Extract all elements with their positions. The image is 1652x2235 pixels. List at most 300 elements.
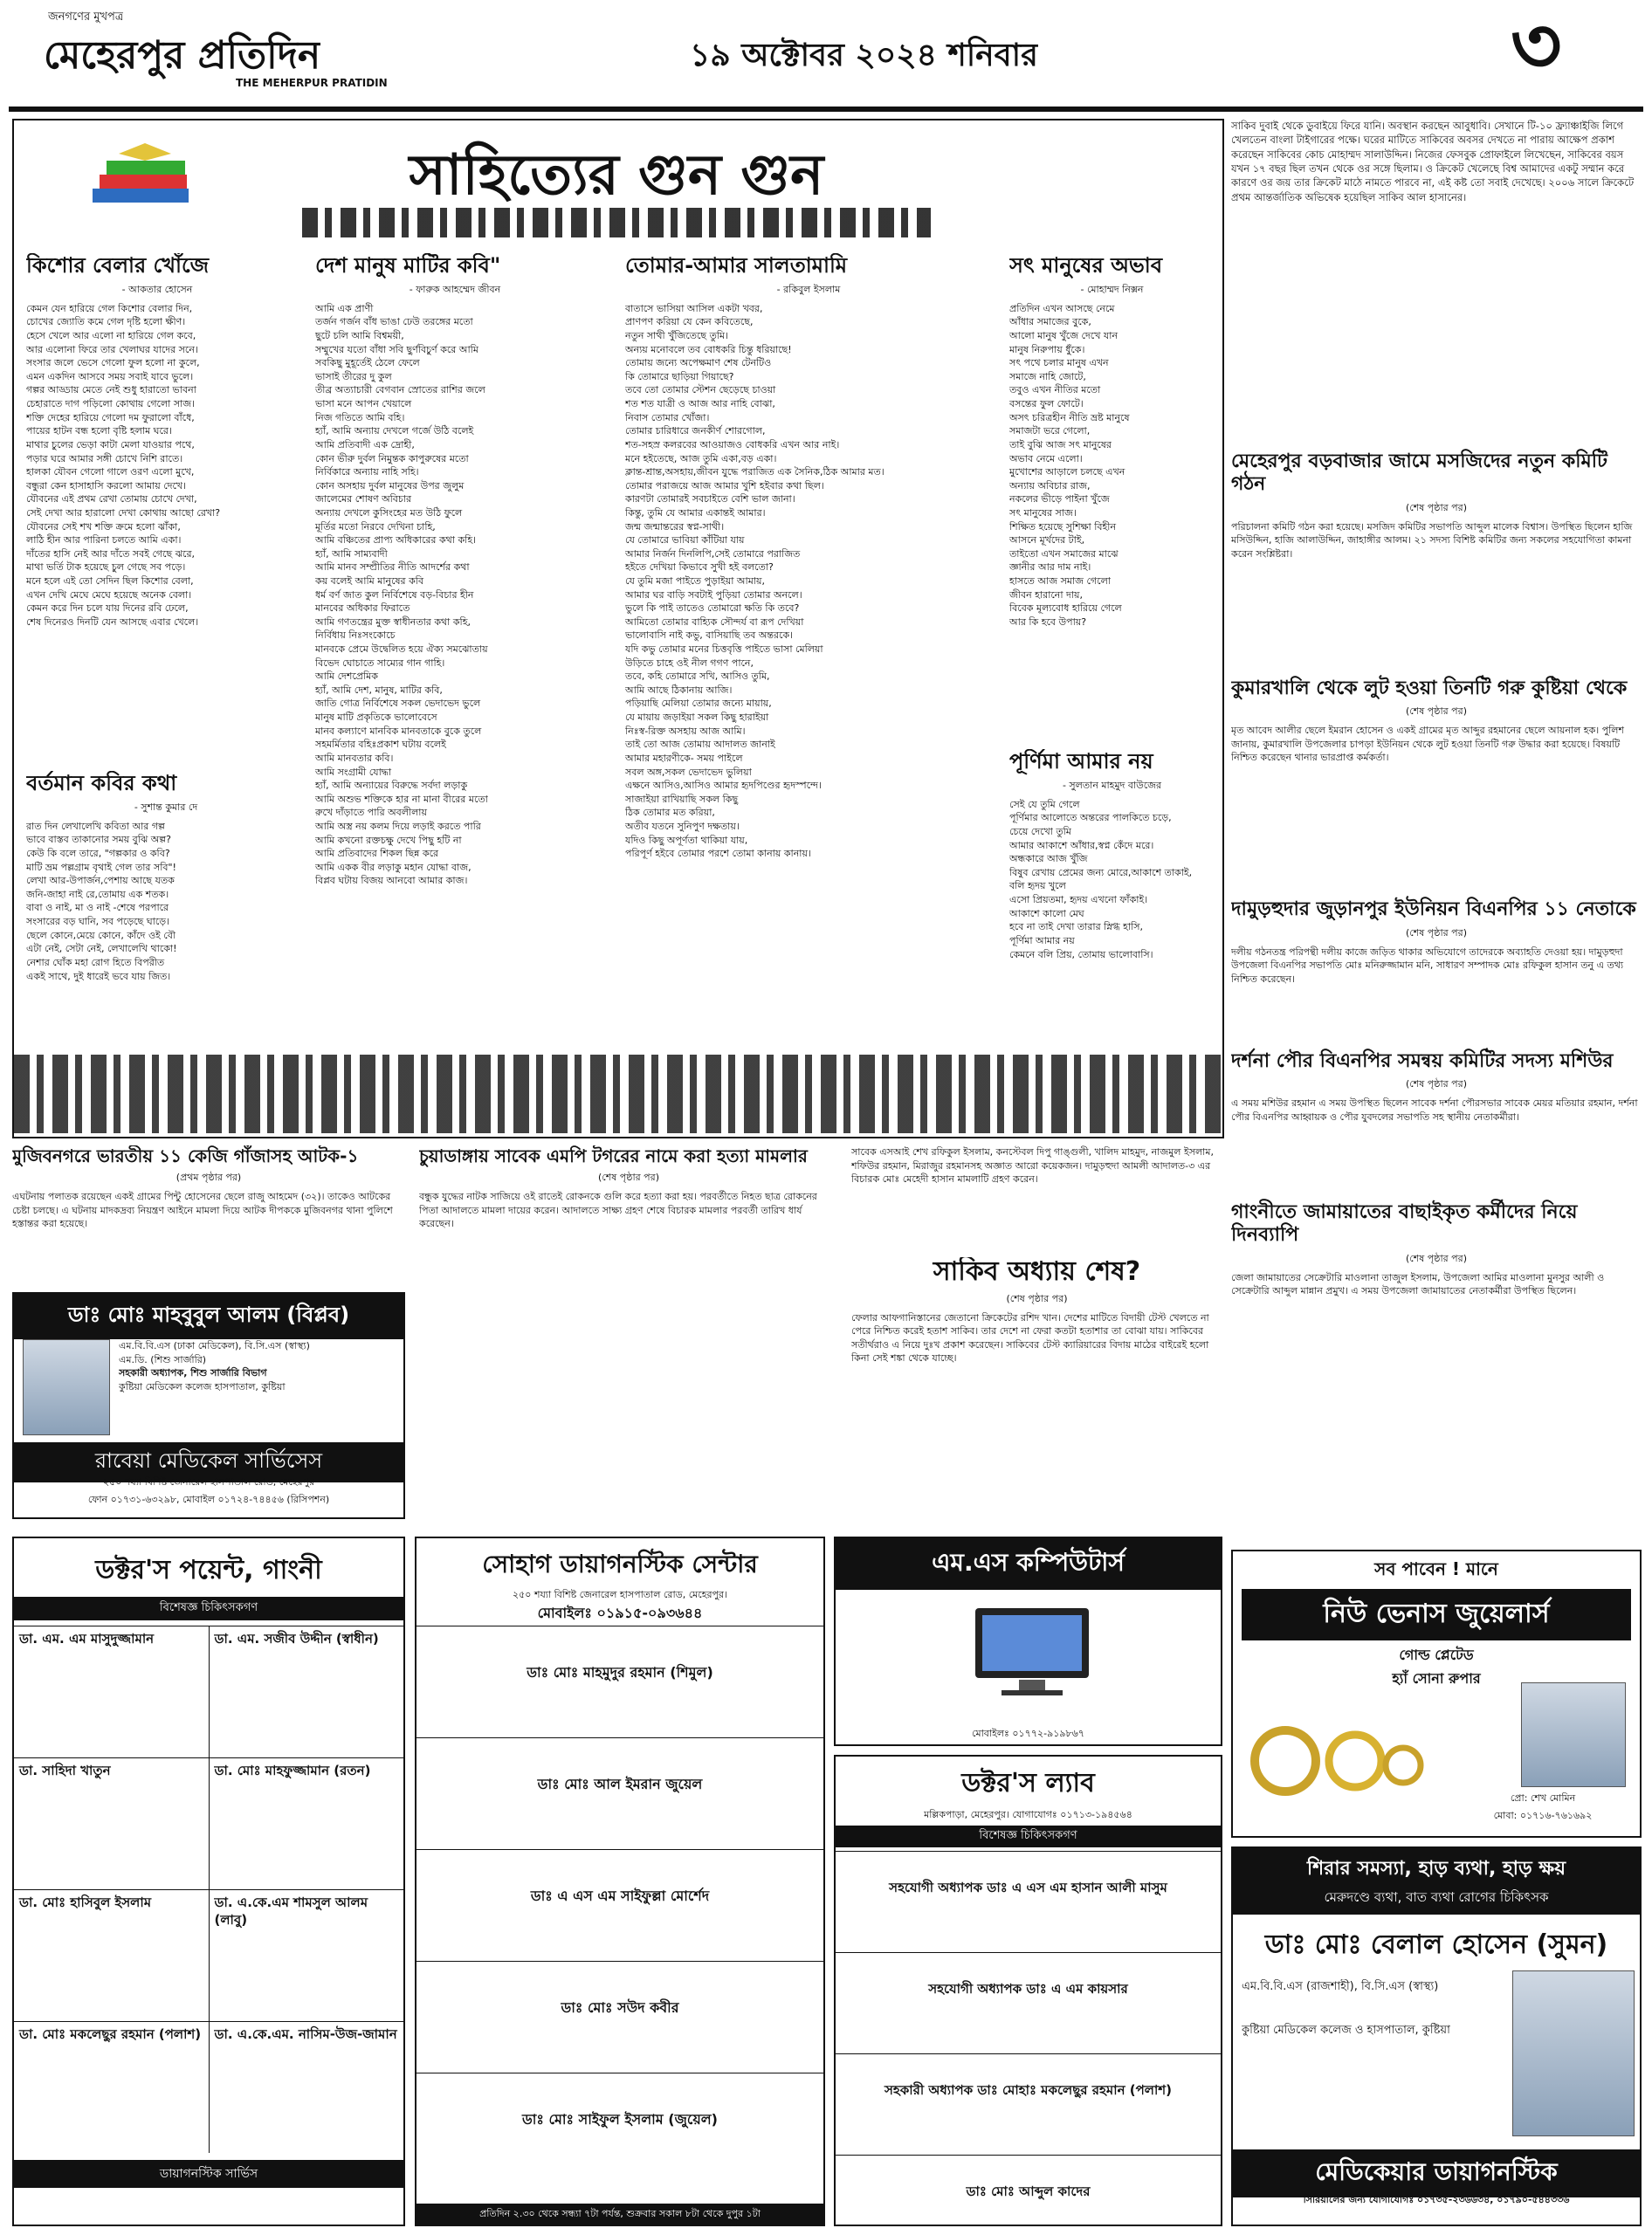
doctor-name: ডাঃ মোঃ আল ইমরান জুয়েল — [416, 1737, 823, 1849]
poem-line: বিপ্লব ঘটায় বিজয় আনবো আমার কাজ। — [315, 875, 468, 887]
poem-line: হইতে দেখিয়া কিভাবে সুখী হই বলতো? — [625, 561, 774, 574]
ornament-bottom — [14, 1055, 1222, 1133]
poem-line: সম্মুখের যতো বাঁধা সবি ছুর্ণবিচুর্ণ করে আমি — [315, 343, 478, 355]
doctor-cell — [209, 1890, 404, 2021]
headline: দামুড়হুদার জুড়ানপুর ইউনিয়ন বিএনপির ১১ নেতাকে — [1231, 898, 1636, 921]
poem-line: সমাজটা ভরে গেলো, — [1009, 425, 1091, 437]
poem-line: জালেমের শোষণ অবিচার — [315, 493, 412, 505]
poem-line: লেখা আর-উপার্জন,পেশায় আছে যতক — [26, 875, 175, 887]
poem-line: সবল অঙ্গ,সকল ভেদাভেদ ভুলিয়া — [625, 766, 752, 778]
poem-line: ভাসা মনে আপন খেয়ালে — [315, 398, 412, 410]
doctor-name: ডা. সাহিদা খাতুন — [19, 1763, 111, 1778]
poem-line: মাথার চুলের ভেড়া কাটা মেলা যাওয়ার পথে, — [26, 438, 195, 450]
doctor-name: ডা. এম. এম মাসুদুজ্জামান — [19, 1631, 155, 1647]
poem-line: পড়িয়াছি মেলিয়া তোমার জন্যে মায়ায়, — [625, 698, 772, 710]
masthead-date: ১৯ অক্টোবর ২০২৪ শনিবার — [690, 38, 1038, 73]
doctor-name: ডাঃ মোঃ সউদ কবীর — [416, 1961, 823, 2073]
poem-line: হাসতে আজ সমাজ গেলো — [1009, 574, 1111, 587]
poem-line: মনে হলে এই তো সেদিন ছিল কিশোর বেলা, — [26, 574, 194, 587]
poem-line: জ্ঞানীর আর দাম নাই। — [1009, 561, 1091, 574]
poem-line: তবে তো তোমার স্টেশন ছেড়েছে চাওয়া — [625, 384, 776, 396]
poem-author: - আকতার হোসেন — [121, 283, 193, 295]
literature-section — [12, 119, 1224, 1138]
doctor-photo — [23, 1339, 110, 1435]
poem-line: রুখে দাঁড়াতে পারি অবলীলায় — [315, 807, 427, 819]
headline: দর্শনা পৌর বিএনপির সমন্বয় কমিটির সদস্য মশিউর — [1231, 1049, 1614, 1072]
doctor-degrees: এম.বি.বি.এস (রাজশাহী), বি.সি.এস (স্বাস্থ্য) — [1242, 1980, 1439, 1993]
story-body: এ সময় মশিউর রহমান এ সময় উপস্থিত ছিলেন সাবেক দর্শনা পৌরসভার সাবেক মেয়র মতিয়ার রহমান, দর্শনা পৌর বিএনপির আহ্বায়ক ও পৌর যুবদলের সভাপতি সহ স্থানীয় নেতাকর্মীরা। — [1231, 1097, 1638, 1123]
poem-line: যদিও কিছু অপূর্ণতা থাকিয়া যায়, — [625, 834, 748, 846]
headline: কুমারখালি থেকে লুট হওয়া তিনটি গরু কুষ্টিয়া থেকে — [1231, 677, 1628, 699]
poem-line: মানব কল্যাণে মানবিক মানবতাকে বুকে তুলে — [315, 725, 482, 737]
poem-line: আমি কখনো রক্তচক্ষু দেখে পিছু হটি না — [315, 834, 462, 846]
poem-line: একই সাথে, দুই ধারেই ভবে যায় জিত। — [26, 970, 171, 982]
ad-phone: যোগাযোগঃ ০১৭১৩-১৯৪৫৬৪ — [1012, 1809, 1132, 1820]
poem-line: যে মায়ায় জড়াইয়া সকল কিছু হারাইয়া — [625, 712, 769, 724]
poem-line: তর্জন গর্জন বাঁধ ভাঙা ঢেউ তরঙ্গের মতো — [315, 316, 473, 328]
poem-line: কয় বলেই আমি মানুষের কবি — [315, 574, 424, 587]
doctor-cell — [14, 1890, 209, 2021]
story-body: দলীয় গঠনতন্ত্র পরিপন্থী দলীয় কাজে জড়িত থাকার অভিযোগে তাদেরকে অব্যাহতি দেওয়া হয়। দামুড়হুদা উপজেলা বিএনপির সভাপতি মোঃ মনিরুজ্জামান মনি, সাধারণ সম্পাদক মোঃ রফিকুল হাসান তনু এ তথ্য নিশ্চিত করেছেন। — [1231, 946, 1624, 985]
poem-line: আমি একক বীর লড়াকু মহান যোদ্ধা বাজ, — [315, 861, 472, 873]
ad-address: মল্লিকপাড়া, মেহেরপুর। — [924, 1809, 1009, 1820]
poem-line: অন্যায় অবিচার রাজ, — [1009, 479, 1091, 492]
news-sakib — [851, 1257, 1222, 1502]
poem-author: - সুশান্ত কুমার দে — [134, 801, 198, 813]
poem-line: কি তোমারে ছাড়িয়া গিয়াছে? — [625, 370, 734, 382]
ad-address-row — [836, 1808, 1221, 1822]
jump-line: (শেষ পৃষ্ঠার পর) — [597, 1172, 659, 1183]
doctor-name: ডা. এ.কে.এম. নাসিম-উজ-জামান — [214, 2026, 397, 2042]
jewelry-icon — [1242, 1700, 1434, 1813]
masthead-title-en: THE MEHERPUR PRATIDIN — [236, 77, 388, 89]
poem-line: ছুটে চলি আমি বিশ্বময়ী, — [315, 330, 404, 342]
poem-line: মূর্তির মতো নিরবে দেখিনা চাহি, — [315, 520, 436, 533]
poem-line: কোন ভীরু দুর্বল নিমুন্তক কাপুরুষের মতো — [315, 452, 469, 464]
masthead-title: মেহেরপুর প্রতিদিন — [44, 33, 321, 78]
poem-line: বসন্তের ফুল ফোটে। — [1009, 398, 1084, 410]
headline: মুজিবনগরে ভারতীয় ১১ কেজি গাঁজাসহ আটক-১ — [12, 1145, 359, 1166]
poem-line: শিক্ষিত হয়েছে সুশিক্ষা বিহীন — [1009, 520, 1117, 533]
poem-line: নির্বিকারে অন্যায় নাহি সহি। — [315, 466, 419, 478]
degrees: এম.বি.বি.এস (ঢাকা মেডিকেল), বি.সি.এস (স্বাস্থ্য) — [119, 1340, 310, 1351]
poem-line: ভুলে কি পাই তাতেও তোমারো ক্ষতি কি তবে? — [625, 602, 800, 615]
story-body: বন্ধুক যুদ্ধের নাটক সাজিয়ে ওই রাতেই রোকনকে গুলি করে হত্যা করা হয়। পরবর্তীতে নিহত ছাত্র রোকনের পিতা আদালতে মামলা দায়ের করেন। আদালতে সাক্ষ্য গ্রহণ শেষে বিচারক মামলার পরবর্তী তারিখ ধার্য করেছেন। — [419, 1191, 817, 1230]
poem-line: হবে না তাই দেখা তারার স্নিগ্ধ হাসি, — [1009, 921, 1143, 933]
poem-line: আমার আকাশে আঁধার,স্বপ্ন কেঁদে মরে। — [1009, 839, 1154, 851]
ad-title: সোহাগ ডায়াগনস্টিক সেন্টার — [482, 1550, 758, 1578]
poem-line: জাতি গোত্র নির্বিশেষে সকল ভেদাভেদ ভুলে — [315, 698, 481, 710]
poem-line: পূর্ণিমার আলোতে অন্তরের পালকিতে চড়ে, — [1009, 812, 1172, 824]
poem-line: তবে, কহি তোমারে সখি, আসিও তুমি, — [625, 670, 770, 683]
poem-kishor — [26, 253, 288, 856]
poem-line: আমি প্রতিবাদী এক দ্রোহী, — [315, 438, 415, 450]
poem-line: জীবন হারানো দায়, — [1009, 588, 1084, 601]
jump-line: (শেষ পৃষ্ঠার পর) — [1405, 705, 1467, 718]
poem-line: পরিপূর্ণ হইবে তোমার পরশে তোমা কানায় কানায়। — [625, 848, 811, 860]
poem-line: কোন অসহায় দুর্বল মানুষের উপর জুলুম — [315, 479, 465, 492]
line-2: হ্যাঁ সোনা রুপার — [1392, 1670, 1481, 1687]
poem-line: আসনে মূর্খদের টাই, — [1009, 534, 1085, 547]
poem-line: মাটি ভ্রম পল্লগ্রাম বৃথাই গেল তার সবি"! — [26, 861, 176, 873]
story-body: সাবেক এসআই শেখ রফিকুল ইসলাম, কনস্টেবল দিপু গাঙ্গুলী, খালিদ মাহমুদ, নাজমুল ইসলাম, শফিউর রহমান, মিরাজুর রহমানসহ অজ্ঞাত আরো কয়েকজন। দামুড়হুদা আমলী আদালত-৩ এর বিচারক মোঃ মেহেদী হাসান মামলাটি গ্রহণ করেন। — [851, 1146, 1214, 1186]
poem-title: সৎ মানুষের অভাব — [1009, 253, 1163, 278]
poem-line: বলি হৃদয় খুলে — [1009, 880, 1066, 892]
poem-line: উড়িতে চাহে ওই নীল গগণ পানে, — [625, 657, 754, 669]
computer-icon — [967, 1599, 1098, 1704]
poem-line: আমার ঘর বাড়ি সবটাই পুড়িয়া তোমার অনলে। — [625, 588, 802, 601]
poem-line: এমন একদিন আসবে সময় সবাই যাবে ভুলে। — [26, 370, 194, 382]
poem-line: অভাব নেমে এলো। — [1009, 452, 1083, 464]
poem-lines — [1009, 302, 1215, 629]
shop-name: নিউ ভেনাস জুয়েলার্স — [1242, 1589, 1631, 1640]
poem-desh — [315, 253, 595, 1135]
poem-line: পায়ের হাটন বন্ধ হলো বৃষ্টি হলাম ঘরে। — [26, 425, 172, 437]
poem-line: তোমার পরাজয়ে আজ আমার খুশি হইবার কথা ছিল। — [625, 479, 824, 492]
doctor-cell — [14, 2022, 209, 2153]
poem-line: ভাবে বাস্তব তাকানোর সময় বুঝি অল্প? — [26, 834, 171, 846]
doctor-name: ডাঃ মোঃ আব্দুল কাদের — [836, 2155, 1221, 2226]
poem-line: তোমার চারিধারে জনকীর্ণ শোরগোল, — [625, 425, 766, 437]
poem-line: চোখের জ্যোতি কমে গেল দৃষ্টি হলো ক্ষীণ। — [26, 316, 186, 328]
poem-line: যে তুমি মজা পাইতে পুড়াইয়া আমায়, — [625, 574, 765, 587]
hospital: কুষ্টিয়া মেডিকেল কলেজ হাসপাতাল, কুষ্টিয়া — [119, 1380, 286, 1393]
poem-purnima — [1009, 749, 1215, 1046]
doctor-name: সহযোগী অধ্যাপক ডাঃ এ এম কায়সার — [836, 1952, 1221, 2053]
headline: মেহেরপুর বড়বাজার জামে মসজিদের নতুন কমিটি গঠন — [1231, 450, 1608, 496]
poem-line: তবুও এখন নীতির মতো — [1009, 384, 1101, 396]
poem-line: বাবা ও নাই, মা ও নাই -শেষে পরপারে — [26, 902, 169, 914]
doctor-name: ডাঃ মোঃ বেলাল হোসেন (সুমন) — [1264, 1929, 1608, 1960]
poem-line: এটা নেই, সেটা নেই, লেখালেখি থাকো! — [26, 943, 177, 955]
poem-line: আমি অশুভ শক্তিকে হার না মানা বীরের মতো — [315, 793, 488, 805]
poem-line: সহমর্মিতার বহিঃপ্রকাশ ঘটায় বলেই — [315, 739, 446, 751]
doctor-name: ডাঃ এ এস এম সাইফুল্লা মোর্শেদ — [416, 1849, 823, 1961]
poem-line: সবকিছু মুহূর্তেই ঠেলে ফেলে — [315, 357, 420, 369]
doctor-cell — [14, 1758, 209, 1889]
poem-line: আমি অস্ত্র নয় কলম দিয়ে লড়াই করতে পারি — [315, 820, 481, 832]
poem-title: দেশ মানুষ মাটির কবি" — [315, 253, 501, 278]
jump-line: (শেষ পৃষ্ঠার পর) — [1405, 926, 1467, 939]
poem-line: তীব্র অত্যাচারী বেগবান স্রোতের রাশির জলে — [315, 384, 485, 396]
poem-line: মনে হইতেছে, আজ তুমি একা,বড় একা। — [625, 452, 777, 464]
owner-name: প্রো: শেখ মোমিন — [1510, 1792, 1576, 1804]
poem-line: মানুষ মাটি প্রকৃতিকে ভালোবেসে — [315, 712, 437, 724]
clinic-phone: ফোন ০১৭৩১-৬৩২৯৮, মোবাইল ০১৭২৪-৭৪৪৫৬ (রিসিপশন) — [87, 1494, 330, 1505]
poem-line: জনি-জাহা নাই রে,তোমায় এক শতক। — [26, 888, 169, 900]
poem-line: সংসারের বড় ঘানি, সব পড়েছে ঘাড়ে। — [26, 916, 170, 928]
literature-banner: সাহিত্যের গুন গুন — [409, 143, 824, 208]
poem-line: যে তোমারে ভাবিয়া কাঁটিয়া যায় — [625, 534, 745, 547]
poem-line: আমি মানব সম্প্রীতির নীতি আদর্শের কথা — [315, 561, 470, 574]
doctor-name: ডাঃ মোঃ মাহবুবুল আলম (বিপ্লব) — [14, 1294, 403, 1339]
poem-bortoman — [26, 771, 306, 1033]
headline: চুয়াডাঙ্গায় সাবেক এমপি টগরের নামে করা হত্যা মামলার — [419, 1145, 808, 1166]
poem-line: আমি দেশপ্রেমিক — [315, 670, 378, 683]
poem-line: আর এলোনা ফিরে তার খেলাঘর যাদের সনে। — [26, 343, 198, 355]
poem-line: নেশার ঘোঁক মহা রোগ হিতে বিপরীত — [26, 956, 165, 968]
poem-line: আমি বঞ্চিতের প্রাপ্য অধিকারের কথা কহি। — [315, 534, 477, 547]
poem-line: প্রাণপণ করিয়া যে কেন কবিতেছে, — [625, 316, 754, 328]
headline: গাংনীতে জামায়াতের বাছাইকৃত কর্মীদের নিয়ে দিনব্যাপি — [1231, 1200, 1578, 1247]
poem-line: আঁধার সমাজের বুকে, — [1009, 316, 1091, 328]
poem-author: - ফারুক আহম্মেদ জীবন — [409, 283, 501, 295]
ad-subtitle: বিশেষজ্ঞ চিকিৎসকগণ — [836, 1826, 1221, 1847]
ad-venus — [1231, 1550, 1642, 1838]
ad-contact: মোবা: ০১৭১৬-৭৬১৬৯২ — [1493, 1810, 1593, 1821]
poem-line: আমি সংগ্রামী যোদ্ধা — [315, 766, 392, 778]
news-mujibnagar — [12, 1145, 405, 1285]
poem-line: জন্ম জন্মান্তরের স্বপ্ন-সাথী। — [625, 520, 725, 533]
poem-line: কেমন করে দিন চলে যায় দিনের রবি ঢেলে, — [26, 602, 189, 615]
poem-line: অন্যায় দেখলে কুসিংহের মত উঠি ফুলে — [315, 506, 463, 519]
poem-line: ক্লান্ত-শ্রান্ত,অসহায়,জীবন যুদ্ধে পরাজিত এক সৈনিক,ঠিক আমার মত। — [625, 466, 885, 478]
poem-line: নকলের ভীড়ে পাইনা খুঁজে — [1009, 493, 1110, 505]
doctor-row — [14, 1889, 403, 2021]
story-intro: সাকিব দুবাই থেকে ডুবাইয়ে ফিরে যানি। অবস্থান করছেন আবুধাবি। সেখানে টি-১০ ফ্র্যাঞ্চাইজি লিগে খেলতেন বাংলা টাইগারের পক্ষে। ঘরের মাটিতে সাকিবের অবসর দেখতে না পারায় আক্ষেপ প্রকাশ করেছেন সাকিবের কোচ মোহাম্মদ সালাউদ্দিন। নিজের ফেসবুক প্রোফাইলে লিখেছেন, সাকিবের বয়স যখন ১৭ বছর ছিল তখন থেকে ওর সঙ্গে ছিলাম। ও ক্রিকেট খেলেছে বিশ্ব আমাদের একটু সম্মান করে কারণে ওর জয় তার ক্রিকেট মাঠে নামতে পারবে না, এই কষ্ট তো সবাই দেখেছে। ২০০৬ সালে ক্রিকেটে প্রথম আন্তর্জাতিক অভিষেক হয়েছিল সাকিব আল হাসানের। — [1231, 120, 1635, 203]
poem-line: মুখোশের আড়ালে চলছে এখন — [1009, 466, 1125, 478]
line-1: গোল্ড প্লেটেড — [1399, 1647, 1474, 1663]
poem-line: আমার নির্জন দিনলিপি,সেই তোমারে পরাজিত — [625, 547, 801, 560]
ad-phone: মোবাইলঃ ০১৯১৫-০৯৩৬৪৪ — [537, 1604, 703, 1621]
poem-line: চেহারাতে দাগ পড়িলো কোথায় গেলো সাজ। — [26, 398, 196, 410]
ad-doctors-point — [12, 1537, 405, 2226]
poem-line: মানবের অধিকার ফিরাতে — [315, 602, 410, 615]
doctor-cell — [209, 1626, 404, 1757]
poem-line: শত-সহস্র কলরবের আওয়াজও বোধকরি এখন আর নাই। — [625, 438, 840, 450]
ad-belal — [1231, 1846, 1642, 2226]
doctor-list — [836, 1851, 1221, 2226]
center-name: মেডিকেয়ার ডায়াগনস্টিক — [1233, 2149, 1640, 2197]
jump-line: (শেষ পৃষ্ঠার পর) — [1006, 1292, 1068, 1304]
poem-line: রাত দিন লেখালেখি কবিতা আর গল্প — [26, 820, 165, 832]
doctor-row — [14, 1626, 403, 1757]
book-icon — [84, 136, 206, 224]
poem-line: সেই দেখা আর হারালো দেখা কোথায় আছো রেখা? — [26, 506, 221, 519]
poem-line: আমি মানবতার কবি। — [315, 752, 394, 764]
poem-line: ভালোবাসি নাই কভু, বাসিয়াছি তব অন্তরকে। — [625, 629, 794, 642]
poem-line: কিন্তু, তুমি যে আমার একান্তই আমার। — [625, 506, 766, 519]
poem-title: বর্তমান কবির কথা — [26, 771, 177, 795]
poem-line: বিভেদ ঘোচাতে সাম্যের গান গাহি। — [315, 657, 445, 669]
poem-line: আকাশে কালো মেঘ — [1009, 907, 1084, 919]
doctor-name: ডা. মোঃ মাহফুজ্জামান (রতন) — [214, 1763, 371, 1778]
poem-line: অসৎ চরিত্রহীন নীতি ভ্রষ্ট মানুষে — [1009, 411, 1130, 423]
doctor-cell — [209, 1758, 404, 1889]
specialty: এম.ডি. (শিশু সার্জারি) — [119, 1353, 207, 1365]
poem-line: তাইতো এখন সমাজের মাঝে — [1009, 547, 1119, 560]
poem-line: পড়ার ঘরে আমার সঙ্গী চোখে নিশি রাতে। — [26, 452, 183, 464]
poem-line: আমিতো তোমার বাহ্যিক সৌন্দর্য বা রূপ দেখিয়া — [625, 615, 804, 628]
poem-line: গল্পর আড্ডায় মেতে নেই শুধু হারাতো ভাবনা — [26, 384, 196, 396]
ad-title: ডক্টর'স ল্যাব — [961, 1768, 1095, 1798]
ad-title: এম.এস কম্পিউটার্স — [836, 1538, 1221, 1590]
poem-line: আমার মহারণীকে- সময় পাইলে — [625, 752, 743, 764]
story-body: জেলা জামায়াতের সেক্রেটারি মাওলানা তাজুল ইসলাম, উপজেলা আমির মাওলানা মুনসুর আলী ও সেক্রেটারি আব্দুল মান্নান প্রমুখ। এ সময় উপজেলা জামায়াতের নেতাকর্মীরা উপস্থিত ছিলেন। — [1231, 1271, 1605, 1297]
poem-line: তাই বুঝি আজ সৎ মানুষের — [1009, 438, 1112, 450]
poem-line: বাতাসে ভাসিয়া আসিল একটা খবর, — [625, 302, 763, 314]
poem-lines — [315, 302, 595, 888]
ad-subtitle: বিশেষজ্ঞ চিকিৎসকগণ — [14, 1597, 403, 1620]
masthead — [0, 0, 1652, 113]
page-number: ৩ — [1511, 7, 1562, 86]
poem-line: নিজ গতিতে আমি বহি। — [315, 411, 405, 423]
ad-doctors-lab — [834, 1755, 1222, 2226]
story-body: ফেলার আফগানিস্তানের জেতানো ক্রিকেটের রশিদ খান। দেশের মাটিতে বিদায়ী টেস্ট খেলতে না পেরে নিশ্চিত করেই হতাশ সাকিব। তার দেশে না ফেরা কতটা হতাশার তা বোঝা যায়। সাকিবের সতীর্থরাও এ নিয়ে দুঃখ প্রকাশ করেছেন। সাকিবের টেস্ট ক্যারিয়ারের বিদায় মাঠের বাইরেই হলো কিনা সেই শঙ্কা থেকে যাচ্ছে। — [851, 1311, 1209, 1365]
poem-line: পূর্ণিমা আমার নয় — [1009, 934, 1075, 946]
clinic-name: রাবেয়া মেডিকেল সার্ভিসেস — [14, 1442, 403, 1482]
masthead-rule — [9, 107, 1643, 112]
poem-line: কারণটা তোমারই সবচাইতে বেশি ভাল জানা। — [625, 493, 795, 505]
poem-line: চেয়ে দেখো তুমি — [1009, 826, 1071, 838]
doctor-cell — [14, 1626, 209, 1757]
poem-line: যদি কভু তোমার মনের চিত্তবৃত্তি পাইতে ভাসা মেলিয়া — [625, 643, 823, 656]
poem-line: বিবেক মূল্যবোধ হারিয়ে গেলে — [1009, 602, 1122, 615]
news-chuadanga — [419, 1145, 838, 1495]
poem-line: এখন দেখি মেঘে মেঘে হয়েছে অনেক বেলা। — [26, 588, 192, 601]
doctor-row — [14, 2021, 403, 2153]
story-body: পরিচালনা কমিটি গঠন করা হয়েছে। মসজিদ কমিটির সভাপতি আব্দুল মালেক বিশ্বাস। উপস্থিত ছিলেন হাজি মসিউদ্দিন, হাজি আলাউদ্দিন, জাহাঙ্গীর আলম। ২১ সদস্য বিশিষ্ট কমিটির জন্য সকলের সহযোগিতা কামনা করেন সংশ্লিষ্টরা। — [1231, 520, 1633, 560]
ad-footer: ডায়াগনস্টিক সার্ভিস — [14, 2160, 403, 2188]
poem-line: এক্ষনে আসিও,আসিও আমার হৃদপিণ্ডের হৃদস্পন্দে। — [625, 780, 822, 792]
poem-author: - রকিবুল ইসলাম — [776, 283, 841, 295]
poem-line: তাই তো আজ তোমায় আদালত জানাই — [625, 739, 775, 751]
poem-author: - সুলতান মাহমুদ বাউজের — [1062, 779, 1162, 791]
poem-line: তোমায় জন্যে অপেক্ষমাণ শেষ টেনটিও — [625, 357, 772, 369]
poem-line: ছেলে কোনে,মেয়ে কোনে, কাঁদে ওই বৌ — [26, 929, 176, 941]
poem-line: সৎ মানুষের সাজ। — [1009, 506, 1077, 519]
poem-lines — [26, 302, 288, 629]
ad-footer: প্রতিদিন ২.৩০ থেকে সন্ধ্যা ৭টা পর্যন্ত, শুক্রবার সকাল ৮টা থেকে দুপুর ১টা — [416, 2204, 823, 2225]
poem-line: আলো মানুষ খুঁজে দেখে যান — [1009, 330, 1119, 342]
doctor-name: ডাঃ মোঃ সাইফুল ইসলাম (জুয়েল) — [416, 2073, 823, 2184]
doctor-photo — [1512, 1970, 1635, 2136]
poem-line: যৌবনের এই প্রথম রেখা তোমায় চোখে দেখা, — [26, 493, 197, 505]
poem-lines — [26, 820, 306, 983]
poem-lines — [625, 302, 992, 861]
poem-line: হ্যাঁ, আমি সাম্যবাদী — [315, 547, 388, 560]
ad-ms-computers — [834, 1537, 1222, 1746]
poem-line: যৌবনের সেই শখ শক্তি ক্রমে হলো ঝাঁকা, — [26, 520, 181, 533]
ad-contact: মোবাইলঃ ০১৭৭২-৯১৯৮৬৭ — [972, 1728, 1084, 1740]
doctor-name: সহকারী অধ্যাপক ডাঃ মোহাঃ মকলেছুর রহমান (পলাশ) — [836, 2053, 1221, 2155]
owner-photo — [1521, 1682, 1626, 1787]
poem-line: ধর্ম বর্ণ জাত কুল নির্বিশেষে বড়-বিচার হীন — [315, 588, 474, 601]
ornament-top — [302, 208, 931, 237]
poem-line: মানবকে প্রেমে উদ্বেলিত হয়ে ঐক্য সমঝোতায় — [315, 643, 488, 656]
poem-line: বন্ধুরা কেন হাসাহাসি করলো আমায় দেখে। — [26, 479, 187, 492]
poem-line: নিবাস তোমার খোঁজা। — [625, 411, 710, 423]
doctor-list — [416, 1626, 823, 2184]
poem-line: আমি এক প্রাণী — [315, 302, 374, 314]
poem-line: নতুন সাথী খুঁজিতেছে তুমি। — [625, 330, 729, 342]
poem-line: আমি গণতন্ত্রের মুক্ত স্বাধীনতার কথা কহি, — [315, 615, 471, 628]
news-chuadanga-cont — [851, 1145, 1222, 1250]
poem-line: লাঠি হীন আর পারিনা চলতে আমি একা। — [26, 534, 182, 547]
poem-line: কেমনে বলি প্রিয়, তোমায় ভালোবাসি। — [1009, 948, 1153, 960]
poem-line: ঠিক তোমার মত করিয়া, — [625, 807, 715, 819]
doctor-name: ডা. মোঃ হাসিবুল ইসলাম — [19, 1895, 152, 1910]
poem-line: আমি প্রতিবাদের শিকল ছিন্ন করে — [315, 848, 439, 860]
poem-line: ভাসাই তীরের দু কুল — [315, 370, 392, 382]
poem-line: সংসার জলে ভেসে গেলো ফুল হলো না কুলে, — [26, 357, 200, 369]
ad-address: ২৫০ শয্যা বিশিষ্ট জেনারেল হাসপাতাল রোড, মেহেরপুর। — [513, 1589, 727, 1600]
poem-line: হেসে খেলে আর এলো না হারিয়ে গেল কবে, — [26, 330, 196, 342]
poem-title: কিশোর বেলার খোঁজে — [26, 253, 210, 278]
headline: সাকিব অধ্যায় শেষ? — [933, 1257, 1141, 1287]
doctor-name: ডা. মোঃ মকলেছুর রহমান (পলাশ) — [19, 2026, 202, 2042]
poem-saltamami — [625, 253, 992, 1135]
poem-line: আমি আছে ঠিকানায় আজি। — [625, 684, 733, 696]
poem-title: পূর্ণিমা আমার নয় — [1009, 749, 1153, 774]
doctor-name: সহযোগী অধ্যাপক ডাঃ এ এস এম হাসান আলী মাসুম — [836, 1851, 1221, 1952]
poem-line: সাজাইয়া রাখিয়াছি সকল কিছু — [625, 793, 739, 805]
doctor-grid — [14, 1626, 403, 2153]
poem-line: হ্যাঁ, আমি অন্যায়ের বিরুদ্ধে সর্বদা লড়াকু — [315, 780, 468, 792]
story-body: মৃত আবেদ আলীর ছেলে ইমরান হোসেন ও একই গ্রামের মৃত আব্দুর রহমানের ছেলে আয়নাল হক। পুলিশ জানায়, কুমারখালি উপজেলার চাপড়া ইউনিয়ন থেকে লুট হওয়া তিনটি গরু উদ্ধার করা হয়েছে। বিষয়টি নিশ্চিত করেছেন থানার ভারপ্রাপ্ত কর্মকর্তা। — [1231, 725, 1625, 764]
poem-line: সমাজে নাহি জোটে, — [1009, 370, 1086, 382]
jump-line: (শেষ পৃষ্ঠার পর) — [1405, 1077, 1467, 1090]
poem-line: কেউ কি বলে তারে, "গল্পকার ও কবি? — [26, 848, 170, 860]
poem-line: নিঃস্ব-রিক্ত অসহায় আজ আমি। — [625, 725, 746, 737]
poem-line: এসো প্রিয়তমা, হৃদয় এখনো ফাঁকাই। — [1009, 894, 1148, 906]
poem-line: সেই যে তুমি গেলে — [1009, 798, 1080, 810]
doctor-details — [119, 1339, 398, 1393]
ad-top-2: মেরুদণ্ডে ব্যথা, বাত ব্যথা রোগের চিকিৎসক — [1233, 1888, 1640, 1915]
ad-top: শিরার সমস্যা, হাড় ব্যথা, হাড় ক্ষয় — [1233, 1848, 1640, 1888]
poem-line: হালকা যৌবন গেলো গালে ওরণ এলো মুখে, — [26, 466, 195, 478]
doctor-hospital: কুষ্টিয়া মেডিকেল কলেজ ও হাসপাতাল, কুষ্টিয়া — [1242, 2024, 1450, 2037]
doctor-name: ডা. এম. সজীব উদ্দীন (স্বাধীন) — [214, 1631, 379, 1647]
poem-title: তোমার-আমার সালতামামি — [625, 253, 848, 278]
ad-title: সব পাবেন ! মানে — [1374, 1558, 1498, 1579]
right-column — [1231, 119, 1642, 1542]
poem-line: হ্যাঁ, আমি দেশ, মানুষ, মাটির কবি, — [315, 684, 443, 696]
poem-line: অন্যয় মনোবলে তব বোধকরি চিন্তু ধরিয়াছে! — [625, 343, 792, 355]
poem-line: মানুষ নিরুপায় ধুঁকে। — [1009, 343, 1085, 355]
story-body: এঘটনায় পলাতক রয়েছেন একই গ্রামের পিন্টু হোসেনের ছেলে রাজু আহমেদ (৩২)। তাকেও আটকের চেষ্টা চলছে। এ ঘটনায় মাদকদ্রব্য নিয়ন্ত্রণ আইনে মামলা দিয়ে আটক দীপককে মুজিবনগর থানা পুলিশে হস্তান্তর করা হয়েছে। — [12, 1191, 393, 1230]
poem-line: অন্ধকারে আজ খুঁজি — [1009, 853, 1088, 865]
clinic-address: ২৫০ শয্যা বিশিষ্ট জেনারেল হাসপাতাল রোড, মেহেরপুর — [102, 1476, 315, 1488]
poem-author: - মোহাম্মদ নিক্সন — [1080, 283, 1144, 295]
poem-line: সৎ পথে চলার মানুষ এখন — [1009, 357, 1109, 369]
poem-lines — [1009, 798, 1215, 961]
doctor-name: ডা. এ.কে.এম শামসুল আলম (লাবু) — [214, 1895, 368, 1929]
doctor-name: ডাঃ মোঃ মাহমুদুর রহমান (শিমুল) — [416, 1626, 823, 1737]
ad-contact: সিরিয়ালের জন্য যোগাযোগঃ ০১৭৩৫-২৩৬৬৩৪, ০১৭৯০-৫৪৪৩৩৬ — [1303, 2194, 1570, 2205]
poem-line: মাথা ভর্তি টাক হয়েছে চুল গেছে সব পড়ে। — [26, 561, 186, 574]
poem-line: বিষুব রেখায় প্রেমের জন্য মোরে,আকাশে তাকাই, — [1009, 866, 1193, 878]
jump-line: (শেষ পৃষ্ঠার পর) — [1405, 501, 1467, 513]
poem-line: আর কি হবে উপায়? — [1009, 615, 1087, 628]
poem-line: অতীব যতনে সুনিপুণ দক্ষতায়। — [625, 820, 740, 832]
jump-line: (প্রথম পৃষ্ঠার পর) — [176, 1172, 242, 1183]
post: সহকারী অধ্যাপক, শিশু সার্জারি বিভাগ — [119, 1367, 267, 1379]
poem-line: হ্যাঁ, আমি অন্যায় দেখলে গর্জে উঠি বলেই — [315, 425, 474, 437]
poem-line: নির্বিধায় নিঃসংকোচে — [315, 629, 396, 642]
doctor-row — [14, 1757, 403, 1889]
jump-line: (শেষ পৃষ্ঠার পর) — [1405, 1252, 1467, 1264]
poem-line: শত শত যাত্রী ও আজ আর নাহি বোঝা, — [625, 398, 775, 410]
ad-mahbubul — [12, 1292, 405, 1519]
doctor-cell — [209, 2022, 404, 2153]
poem-line: প্রতিদিন এখন আসছে নেমে — [1009, 302, 1115, 314]
ad-title: ডক্টর'স পয়েন্ট, গাংনী — [95, 1555, 322, 1585]
poem-line: দাঁতের হাসি নেই আর দাঁতে সবই গেছে ঝরে, — [26, 547, 195, 560]
ad-sohag — [415, 1537, 825, 2226]
masthead-tagline: জনগণের মুখপত্র — [48, 10, 124, 24]
poem-line: কেমন যেন হারিয়ে গেল কিশোর বেলার দিন, — [26, 302, 193, 314]
